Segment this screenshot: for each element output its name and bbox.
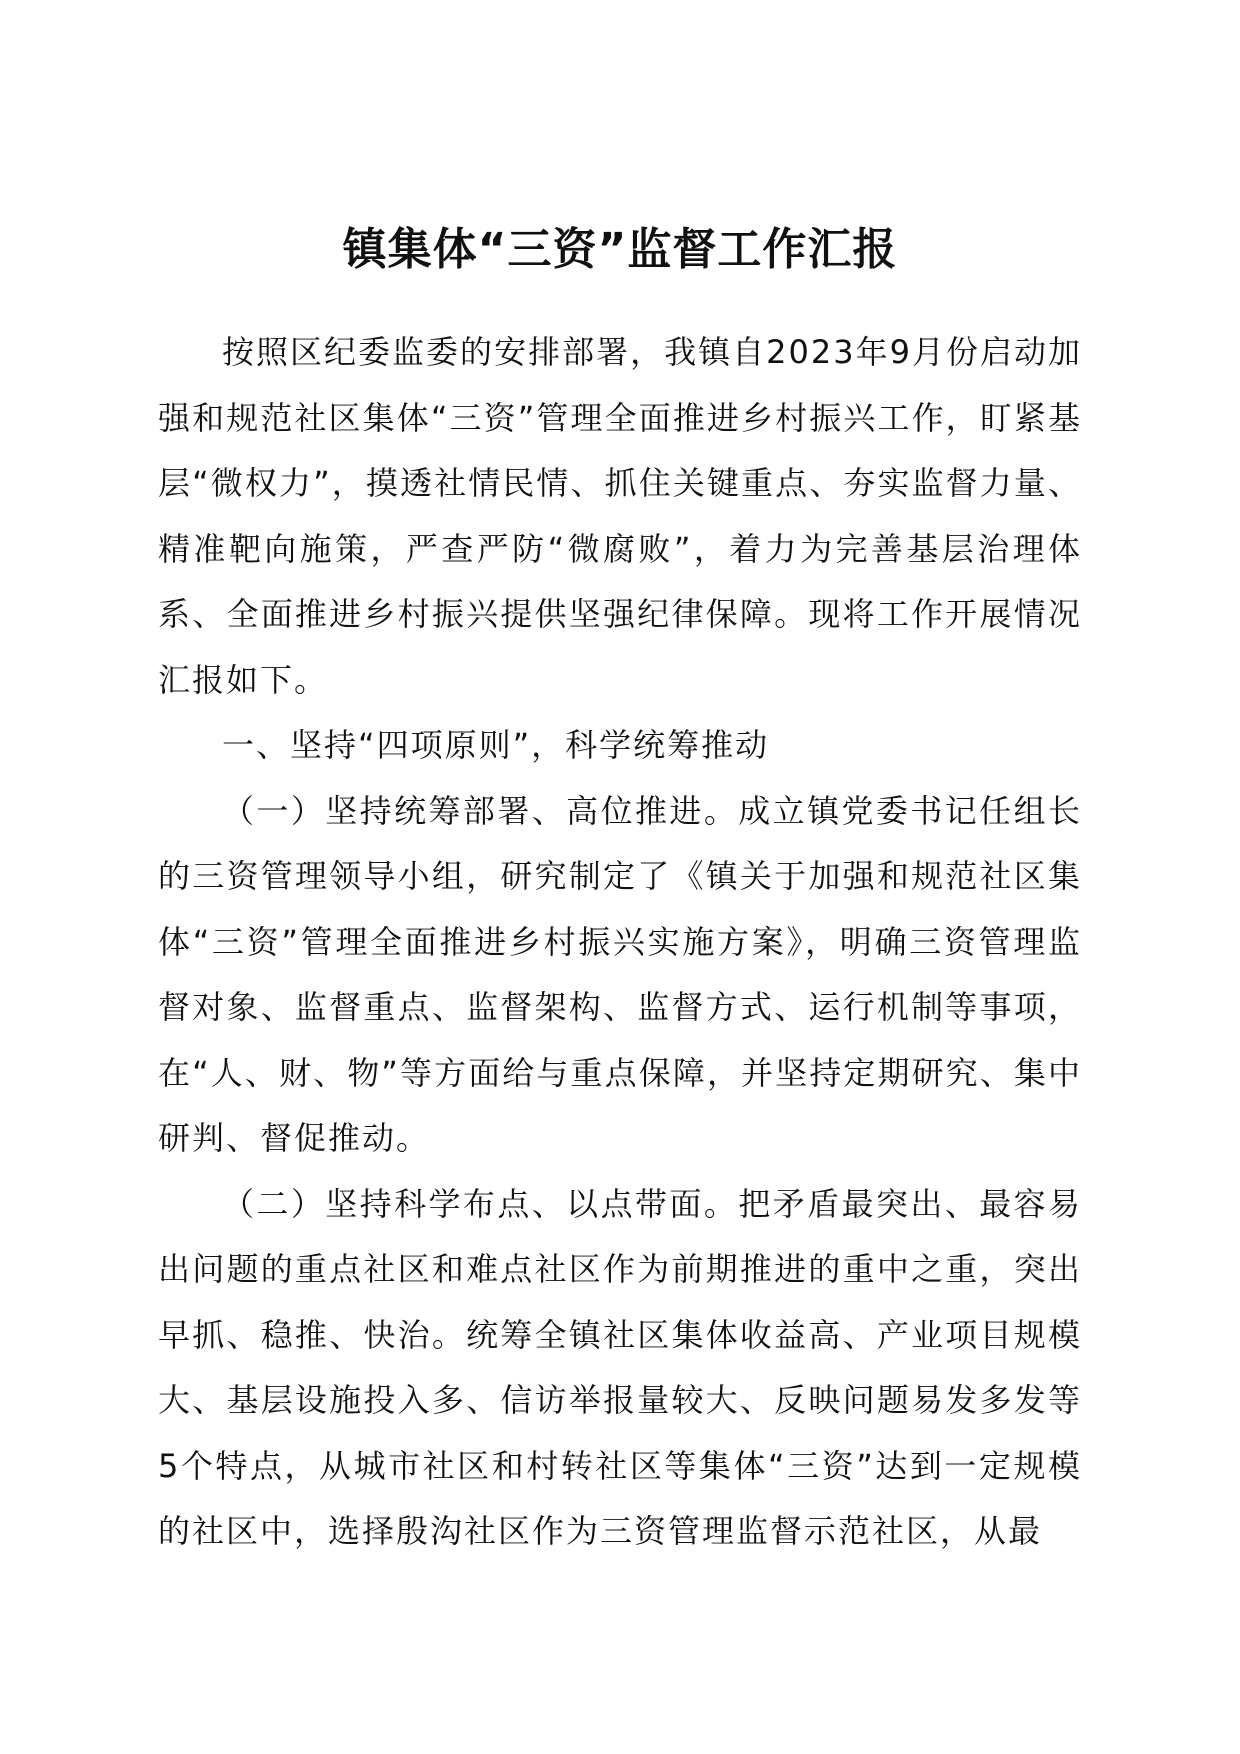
subsection-paragraph-1: （一）坚持统筹部署、高位推进。成立镇党委书记任组长的三资管理领导小组，研究制定了《镇关于加强和规范社区集体“三资”管理全面推进乡村振兴实施方案》，明确三资管理监督对象、监督重点、监督架构、监督方式、运行机制等事项，在“人、财、物”等方面给与重点保障，并坚持定期研究、集中研判、督促推动。 — [158, 791, 1082, 1157]
document-title: 镇集体“三资”监督工作汇报 — [342, 224, 898, 275]
document-body — [158, 320, 1082, 1565]
intro-paragraph: 按照区纪委监委的安排部署，我镇自2023年9月份启动加强和规范社区集体“三资”管理全面推进乡村振兴工作，盯紧基层“微权力”，摸透社情民情、抓住关键重点、夯实监督力量、精准靶向施策，严查严防“微腐败”，着力为完善基层治理体系、全面推进乡村振兴提供坚强纪律保障。现将工作开展情况汇报如下。 — [158, 333, 1082, 699]
section-heading-1: 一、坚持“四项原则”，科学统筹推动 — [222, 726, 770, 764]
subsection-paragraph-2: （二）坚持科学布点、以点带面。把矛盾最突出、最容易出问题的重点社区和难点社区作为前期推进的重中之重，突出早抓、稳推、快治。统筹全镇社区集体收益高、产业项目规模大、基层设施投入多、信访举报量较大、反映问题易发多发等5个特点，从城市社区和村转社区等集体“三资”达到一定规模的社区中，选择殷沟社区作为三资管理监督示范社区，从最 — [158, 1184, 1082, 1550]
